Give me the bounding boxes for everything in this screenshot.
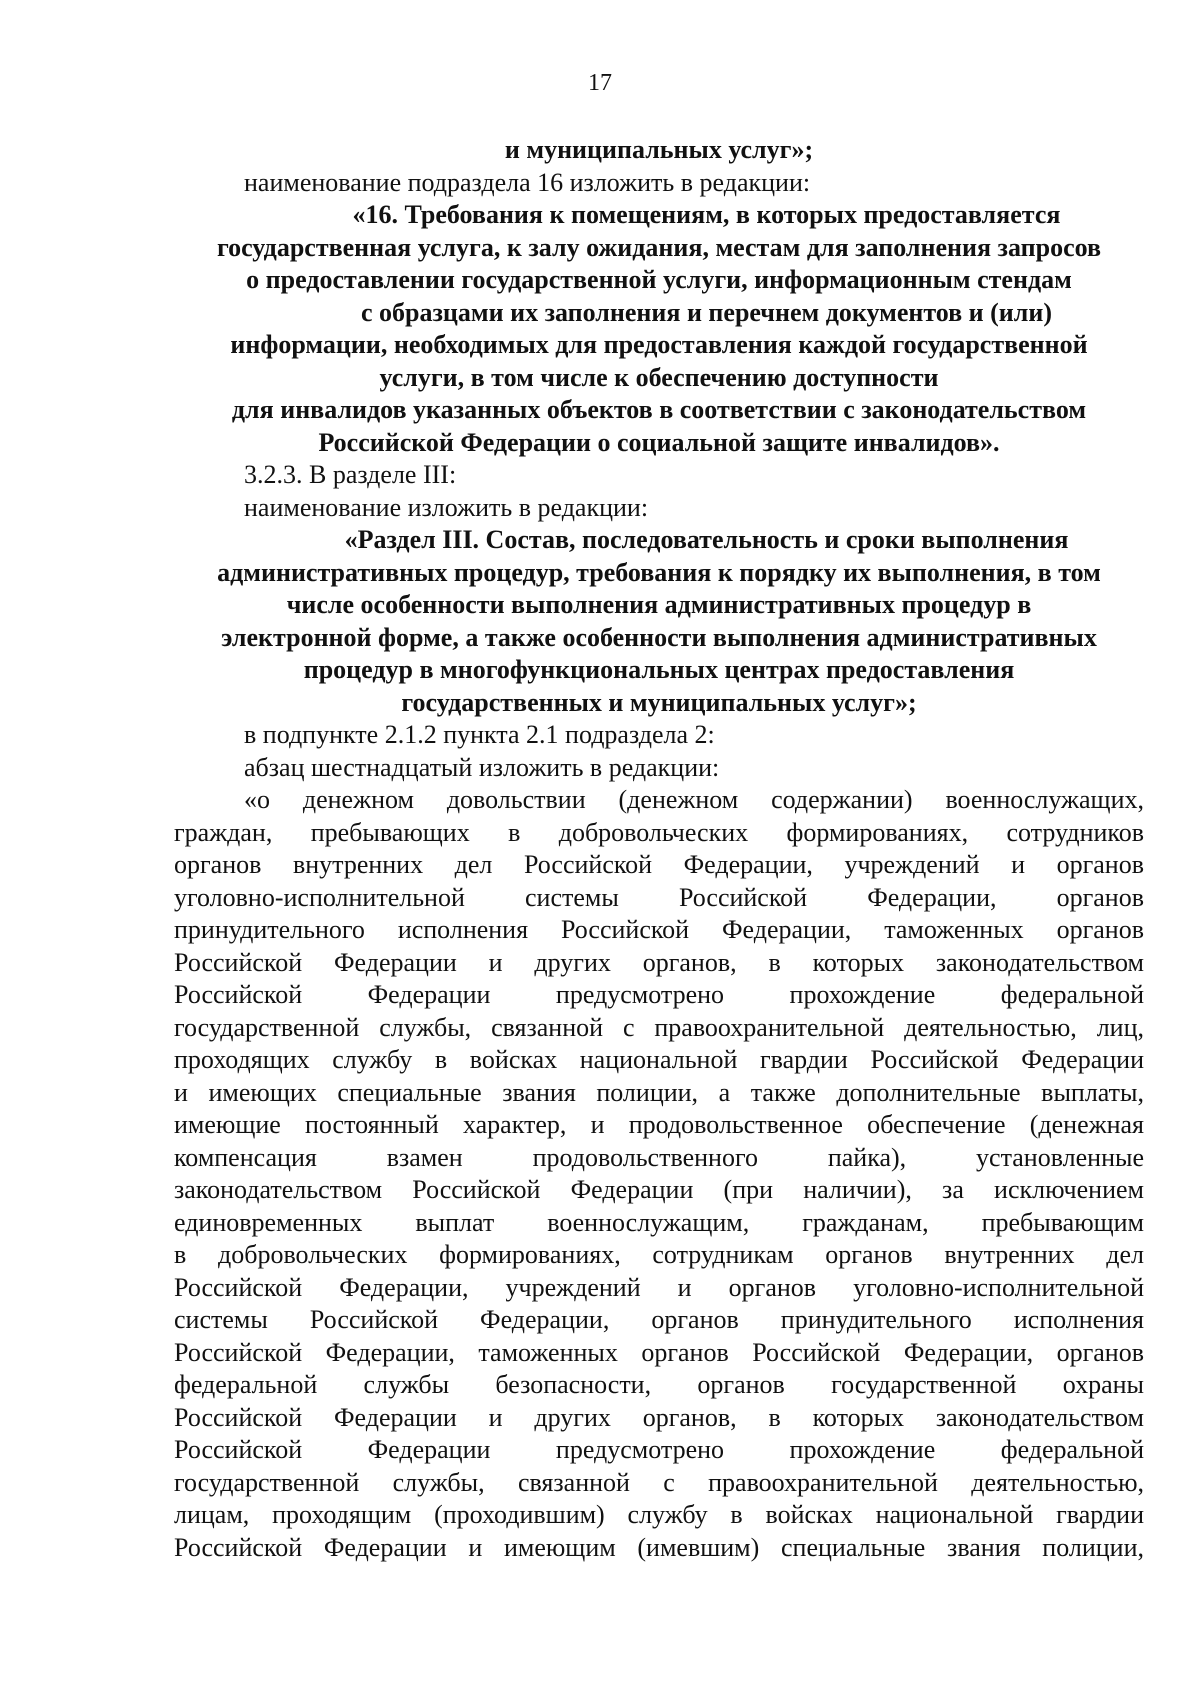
text-line: для инвалидов указанных объектов в соответствии с законодательством [231,395,1087,424]
text-line: административных процедур, требования к порядку их выполнения, в том [217,557,1101,587]
text-line: государственной службы, связанной с правоохранительной деятельностью, [174,1467,1144,1497]
text-line: государственных и муниципальных услуг»; [401,687,917,717]
text-line: Российской Федерации и имеющим (имевшим) специальные звания полиции, [174,1532,1144,1562]
text-line: «о денежном довольствии (денежном содержании) военнослужащих, [244,785,1144,814]
page-number: 17 [588,70,612,96]
text-line: проходящих службу в войсках национальной гвардии Российской Федерации [174,1045,1144,1074]
text-line: информации, необходимых для предоставления каждой государственной [230,330,1088,359]
text-line: «16. Требования к помещениям, в которых предоставляется [352,200,1061,229]
text-line: Российской Федерации предусмотрено прохождение федеральной [174,980,1144,1009]
text-line: Российской Федерации и других органов, в которых законодательством [174,947,1144,977]
text-line: законодательством Российской Федерации (при наличии), за исключением [174,1175,1144,1204]
text-line: Российской Федерации предусмотрено прохождение федеральной [174,1435,1144,1464]
text-line: наименование изложить в редакции: [244,492,649,522]
text-line: федеральной службы безопасности, органов государственной охраны [174,1370,1144,1399]
text-line: числе особенности выполнения административных процедур в [286,590,1032,619]
text-line: о предоставлении государственной услуги, информационным стендам [246,265,1072,294]
text-line: имеющие постоянный характер, и продовольственное обеспечение (денежная [174,1110,1144,1139]
text-line: государственная услуга, к залу ожидания, местам для заполнения запросов [216,232,1102,262]
text-line: в подпункте 2.1.2 пункта 2.1 подраздела 2: [244,720,715,749]
text-line: с образцами их заполнения и перечнем документов и (или) [360,297,1053,327]
text-line: абзац шестнадцатый изложить в редакции: [244,752,720,782]
document-body [174,134,1144,1564]
text-line: единовременных выплат военнослужащим, гражданам, пребывающим [174,1207,1144,1237]
text-line: системы Российской Федерации, органов принудительного исполнения [174,1305,1144,1334]
text-line: и муниципальных услуг»; [504,135,814,164]
text-line: наименование подраздела 16 изложить в редакции: [244,167,811,197]
text-line: «Раздел III. Состав, последовательность и сроки выполнения [344,525,1069,554]
text-line: граждан, пребывающих в добровольческих формированиях, сотрудников [174,817,1144,847]
text-line: процедур в многофункциональных центрах предоставления [303,655,1015,684]
text-line: Российской Федерации, таможенных органов Российской Федерации, органов [174,1337,1144,1367]
text-line: Российской Федерации, учреждений и органов уголовно-исполнительной [174,1272,1144,1302]
text-line: компенсация взамен продовольственного пайка), установленные [174,1142,1144,1172]
text-line: в добровольческих формированиях, сотрудникам органов внутренних дел [174,1240,1144,1269]
text-line: лицам, проходящим (проходившим) службу в войсках национальной гвардии [174,1500,1144,1529]
text-line: уголовно-исполнительной системы Российской Федерации, органов [174,882,1144,912]
text-line: Российской Федерации о социальной защите инвалидов». [318,427,1000,457]
text-line: электронной форме, а также особенности выполнения административных [221,622,1097,652]
text-line: государственной службы, связанной с правоохранительной деятельностью, лиц, [174,1012,1144,1042]
text-line: 3.2.3. В разделе III: [244,460,457,489]
text-line: принудительного исполнения Российской Федерации, таможенных органов [174,915,1144,944]
text-line: органов внутренних дел Российской Федерации, учреждений и органов [174,850,1144,879]
text-line: услуги, в том числе к обеспечению доступности [379,362,939,392]
text-line: и имеющих специальные звания полиции, а также дополнительные выплаты, [174,1077,1144,1107]
text-line: Российской Федерации и других органов, в которых законодательством [174,1402,1144,1432]
